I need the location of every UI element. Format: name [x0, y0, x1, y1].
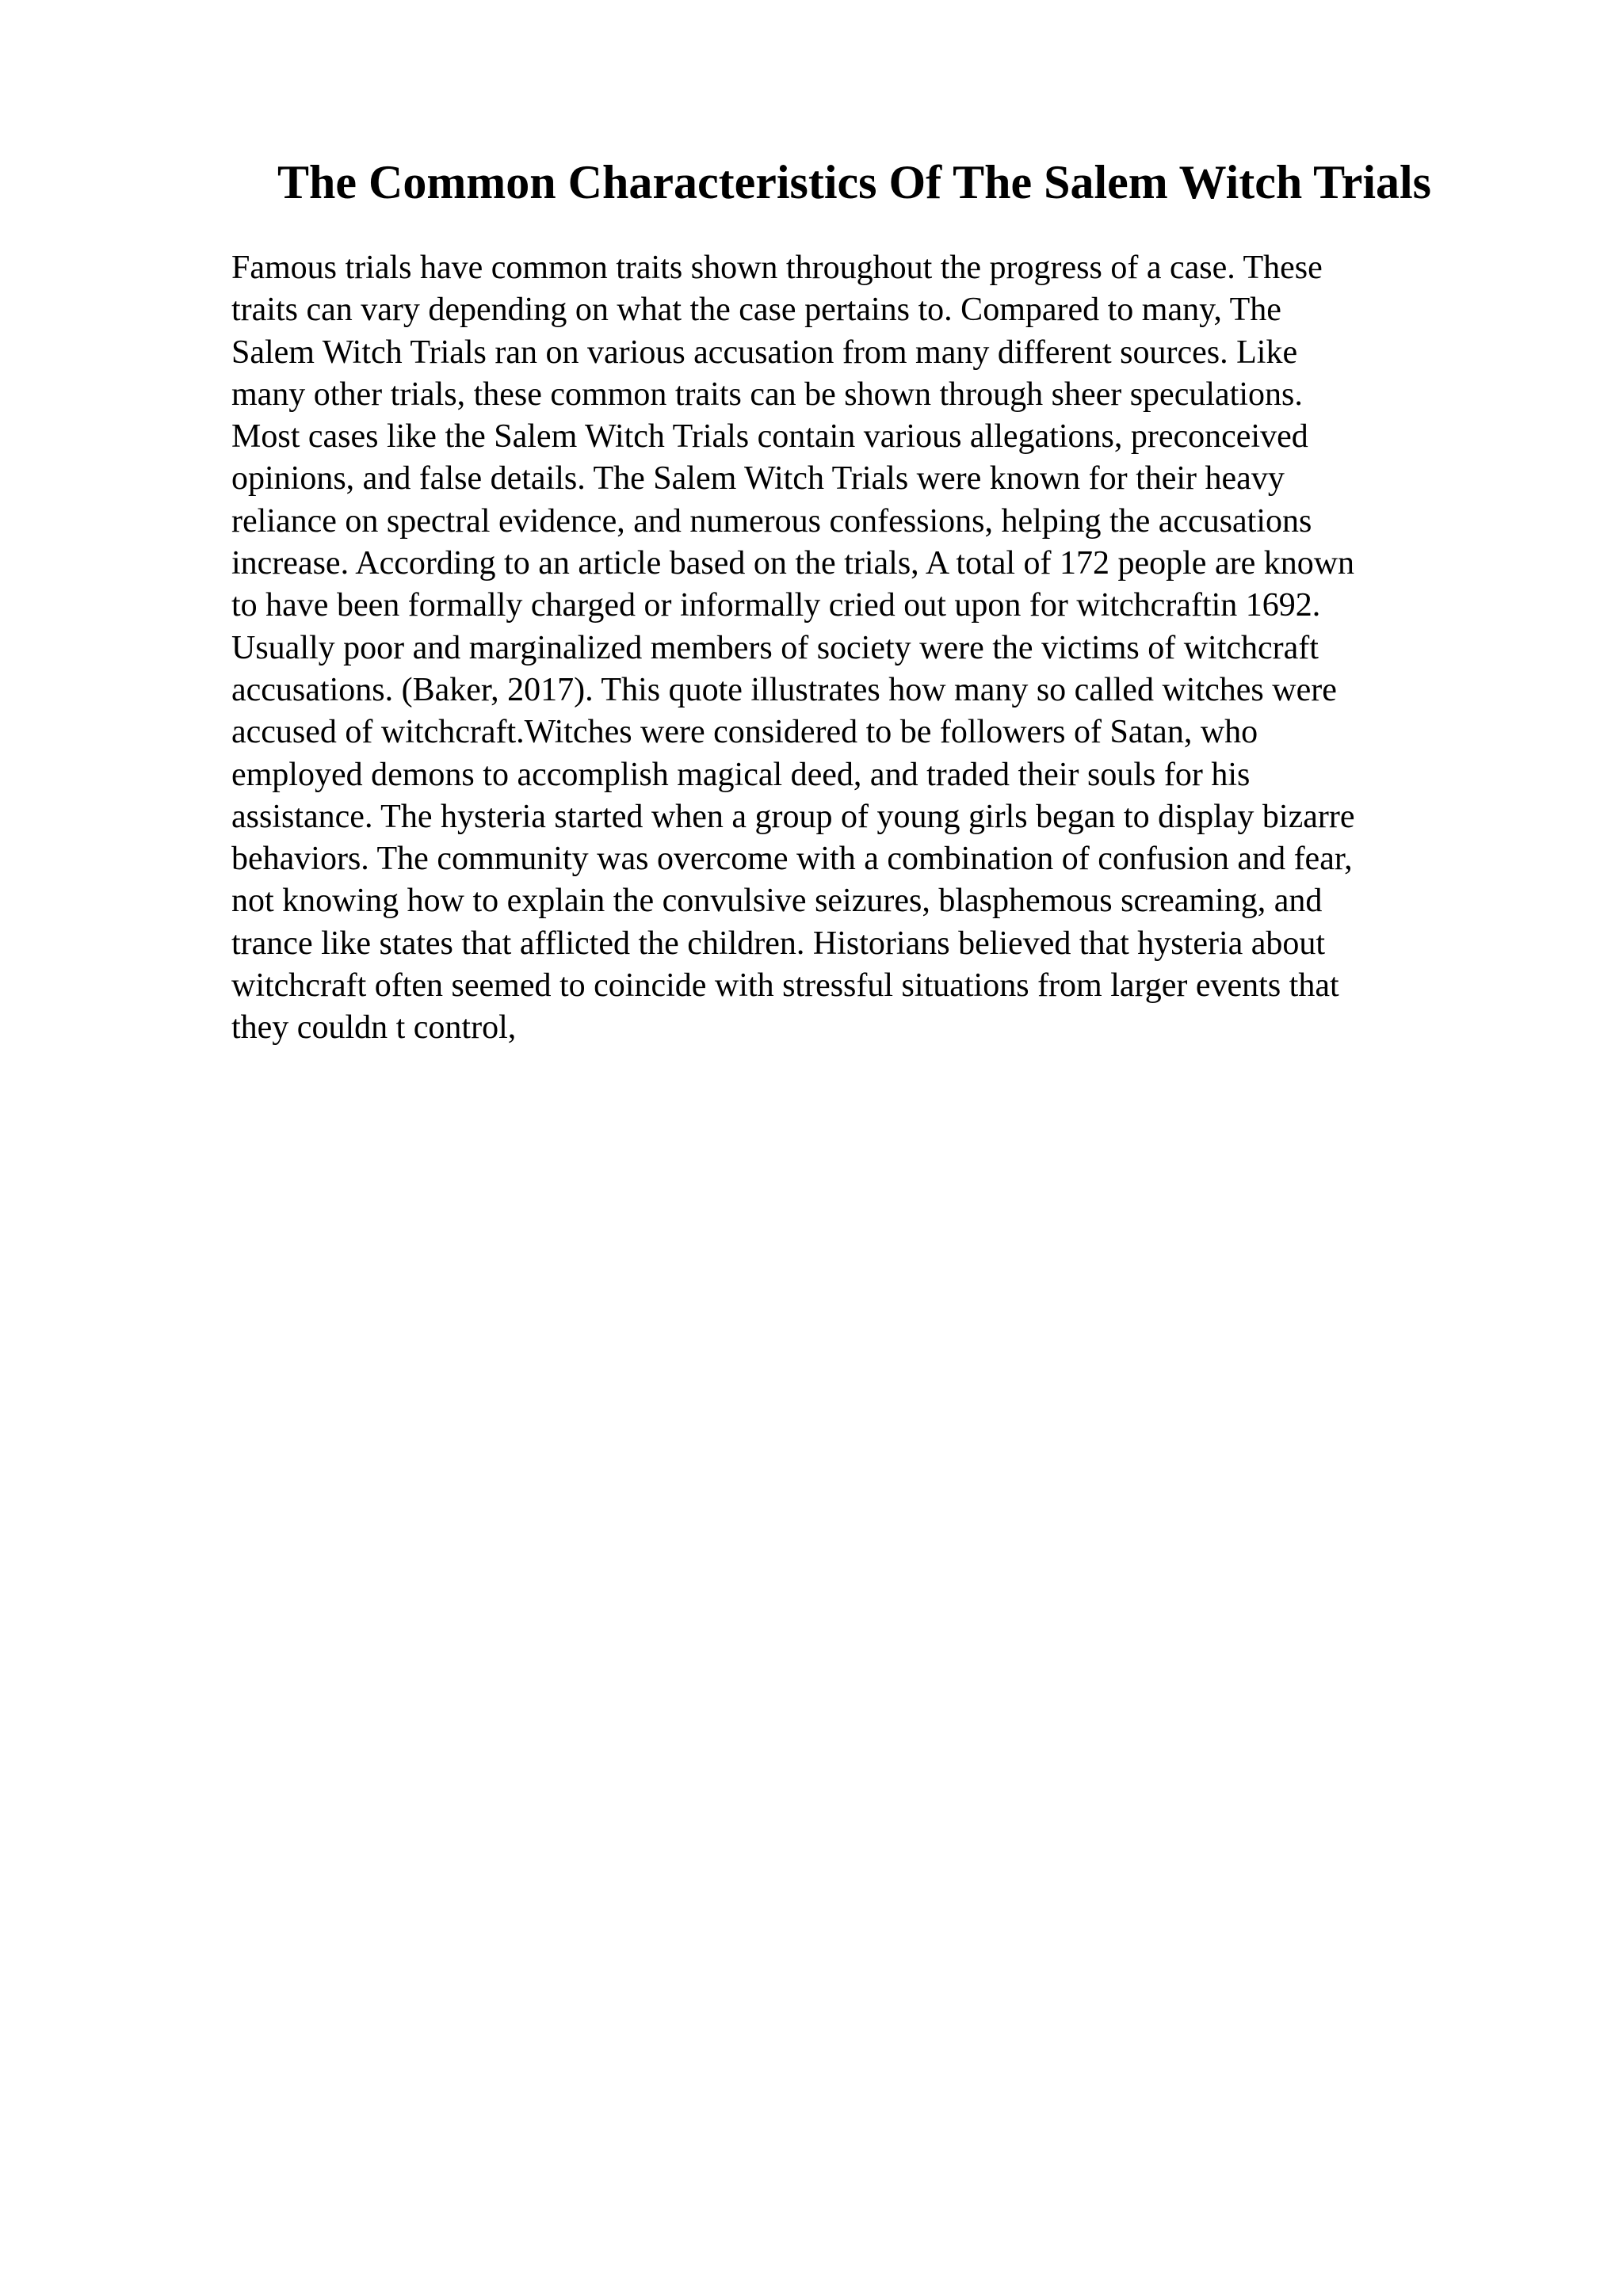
body-line: accused of witchcraft.Witches were considered to be followers of Satan, who [231, 714, 1258, 751]
body-line: accusations. (Baker, 2017). This quote illustrates how many so called witches were [231, 671, 1337, 708]
document-title: The Common Characteristics Of The Salem Witch Trials [277, 156, 1432, 208]
body-line: many other trials, these common traits can be shown through sheer speculations. [231, 376, 1303, 413]
body-line: reliance on spectral evidence, and numerous confessions, helping the accusations [231, 502, 1312, 540]
body-line: traits can vary depending on what the case pertains to. Compared to many, The [231, 292, 1281, 329]
body-line: Usually poor and marginalized members of society were the victims of witchcraft [231, 629, 1319, 666]
body-line: not knowing how to explain the convulsive seizures, blasphemous screaming, and [231, 883, 1323, 920]
body-line: they couldn t control, [231, 1009, 517, 1047]
body-line: Famous trials have common traits shown throughout the progress of a case. These [231, 250, 1323, 286]
body-line: employed demons to accomplish magical deed, and traded their souls for his [231, 756, 1251, 793]
body-line: trance like states that afflicted the children. Historians believed that hysteria about [231, 925, 1326, 962]
body-line: opinions, and false details. The Salem Witch Trials were known for their heavy [231, 460, 1285, 498]
document-body [231, 247, 1499, 1050]
body-line: behaviors. The community was overcome with a combination of confusion and fear, [231, 841, 1353, 878]
body-line: witchcraft often seemed to coincide with stressful situations from larger events that [231, 967, 1339, 1005]
body-line: assistance. The hysteria started when a group of young girls began to display bizarre [231, 798, 1355, 835]
body-line: increase. According to an article based on the trials, A total of 172 people are known [231, 545, 1355, 582]
body-line: to have been formally charged or informally cried out upon for witchcraftin 1692. [231, 587, 1321, 624]
body-line: Most cases like the Salem Witch Trials contain various allegations, preconceived [231, 418, 1308, 456]
body-line: Salem Witch Trials ran on various accusation from many different sources. Like [231, 334, 1298, 371]
